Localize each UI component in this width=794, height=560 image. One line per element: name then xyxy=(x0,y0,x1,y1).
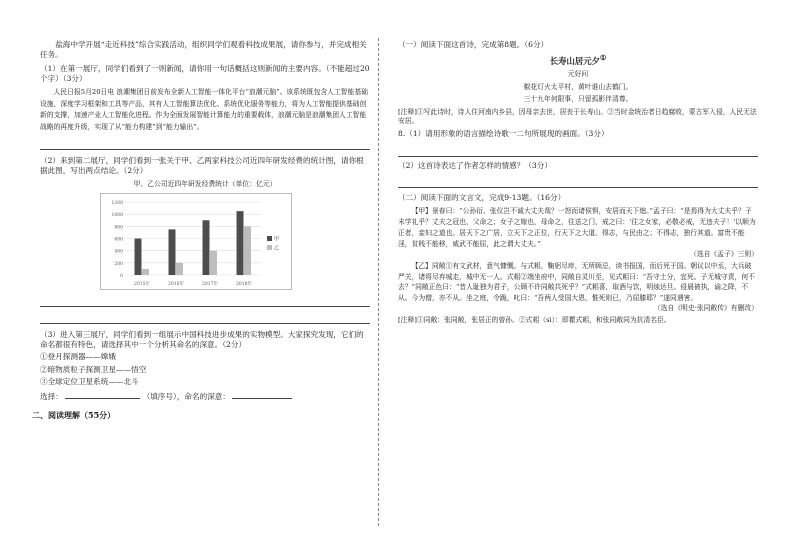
answer-line[interactable] xyxy=(40,311,370,324)
list-item: ③全球定位卫星系统——北斗 xyxy=(40,376,139,386)
legend-label: 乙 xyxy=(274,245,280,252)
bar-甲 xyxy=(237,211,244,275)
passage-yi-source: （选自《明史·张同敞传》有删改） xyxy=(653,304,758,313)
bar-甲 xyxy=(169,229,176,275)
choose-hint: （填序号），命名的深意： xyxy=(142,392,230,402)
question-1: （1）在第一展厅，同学们看到了一则新闻，请你用一句话概括这则新闻的主要内容。（不能超过20个字）（3分） xyxy=(40,63,370,83)
y-tick-label: 1000 xyxy=(111,213,123,219)
right-column xyxy=(398,40,758,326)
part-2-heading: （二）阅读下面的文言文，完成9-13题。（16分） xyxy=(398,192,566,202)
y-tick-label: 200 xyxy=(114,261,123,267)
passage-jia-source: （选自《孟子》三则） xyxy=(690,249,758,258)
section-2-title: 二、阅读理解（55分） xyxy=(32,410,116,421)
x-tick-label: 2018年 xyxy=(236,281,252,287)
poem-title: 长寿山居元夕① xyxy=(549,53,607,67)
bar-甲 xyxy=(203,220,210,275)
poem-line: 三十九年何限事，只留孤影伴清尊。 xyxy=(523,94,633,103)
answer-line[interactable] xyxy=(398,144,758,157)
chart-svg xyxy=(101,194,291,289)
bar-甲 xyxy=(135,238,142,275)
poem-author: 元好问 xyxy=(567,70,589,79)
list-item: ②暗物质粒子探测卫星——悟空 xyxy=(40,364,147,374)
meaning-input[interactable] xyxy=(232,390,292,399)
list-item: ①登月探测器——嫦娥 xyxy=(40,352,116,362)
bar-乙 xyxy=(210,251,217,275)
choose-label: 选择： xyxy=(40,392,63,402)
poem-line: 椒花灯火太平村，黄叶谁山去鹤门。 xyxy=(523,82,633,91)
x-tick-label: 2015年 xyxy=(134,281,150,287)
passage-note: [注释]①同敞：张同敞，张居正的曾孙。②式耜（sì）：即瞿式耜，和张同敞同为抗清名臣。 xyxy=(398,316,671,325)
passage-jia: 【甲】景春曰：“公孙衍、张仪岂不诚大丈夫哉？一怒而诸侯惧，安居而天下熄。”孟子曰：“是焉得为大丈夫乎？子未学礼乎？丈夫之冠也，父命之；女子之嫁也，母命之，往送之门，戒之曰：‘往之女家，必敬必戒，无违夫子！’以顺为正者，妾妇之道也。居天下之广居，立天下之正位，行天下之大道。得志，与民由之；不得志，独行其道。富贵不能淫，贫贱不能移，威武不能屈，此之谓大丈夫。” xyxy=(398,207,756,248)
bar-乙 xyxy=(142,269,149,275)
answer-line[interactable] xyxy=(40,137,370,150)
y-tick-label: 1200 xyxy=(111,200,123,206)
question-3: （3）进入第三展厅，同学们看到一组展示中国科技进步成果的实物模型。大家探究发现，它们的命名都很有特色，请选择其中一个分析其命名的深意。（2分） xyxy=(40,329,364,350)
bar-乙 xyxy=(176,263,183,275)
x-tick-label: 2016年 xyxy=(168,281,184,287)
bar-乙 xyxy=(244,226,251,275)
chart-title: 甲、乙公司近四年研发经费统计（单位：亿元） xyxy=(133,179,277,188)
legend-swatch xyxy=(267,236,272,241)
y-tick-label: 400 xyxy=(114,249,123,255)
x-tick-label: 2017年 xyxy=(202,281,218,287)
choice-input[interactable] xyxy=(65,390,140,399)
news-passage: 人民日报5月20日电 浪潮集团日前发布全新人工智能一体化平台“浪潮元脑”。该系统既包含人工智能基础设施，深度学习框架和工具等产品，其有人工智能算法优化、系统优化服务等能力，将为人工智能提供基础创新的支撑，加速产业人工智能化进程。作为全面发展智能计算能力的重要载体，浪潮元脑是浪潮集团人工智能战略的再度升级，实现了从“能力构建”到“能力输出”。 xyxy=(40,88,368,131)
poem-note: [注释]①写此诗时，诗人住河南内乡县，因母亲去世，居丧于长寿山。②当时金统治者日趋腐败，蒙古军入侵，人民无法安居。 xyxy=(398,107,757,126)
part-1-heading: （一）阅读下面这首诗，完成第8题。（6分） xyxy=(398,40,549,49)
question-8: 8.（1）请用形象的语言描绘诗歌一二句所展现的画面。（3分） xyxy=(398,129,609,139)
intro-text: 盐海中学开展“走近科技”综合实践活动，组织同学们观看科技成果展，请你参与，并完成相关任务。 xyxy=(40,40,367,60)
left-column xyxy=(32,40,370,421)
y-tick-label: 800 xyxy=(114,225,123,231)
question-8b: （2）这首诗表达了作者怎样的情感？（3分） xyxy=(398,160,552,170)
y-tick-label: 600 xyxy=(114,237,123,243)
answer-line[interactable] xyxy=(40,294,370,307)
y-tick-label: 0 xyxy=(120,273,123,279)
answer-line[interactable] xyxy=(398,175,758,188)
legend-label: 甲 xyxy=(274,236,280,243)
column-divider xyxy=(378,38,379,526)
question-2: （2）来到第二展厅，同学们看到一张关于甲、乙两家科技公司近四年研发经费的统计图，请你根据此图，写出两点结论。（2分） xyxy=(40,156,364,176)
passage-yi: 【乙】同敞①有文武材，意气慷慨。与式耜，鞠躬尽瘁，无所顾忌，读书报国，而后死于国。朝议以中丞，大兵破严关，诸将尽弃城走，城中无一人。式耜②端坐府中，同敞自灵川至，见式耜曰：“吾守土分，宜死。子无城守责，何不去？”同敞正色曰：“昔人耻独为君子，公顾不许同敞共死乎？”式耜喜，取酒与饮，明烛达旦。侵晨被执，谕之降，不从。今为僧，亦不从。坐之庭，令跪，叱曰：“吾两人受国大恩，惟死则已，乃屈膝耶？”遂同遇害。 xyxy=(398,261,755,303)
bar-chart xyxy=(100,193,292,290)
legend-swatch xyxy=(267,245,272,250)
